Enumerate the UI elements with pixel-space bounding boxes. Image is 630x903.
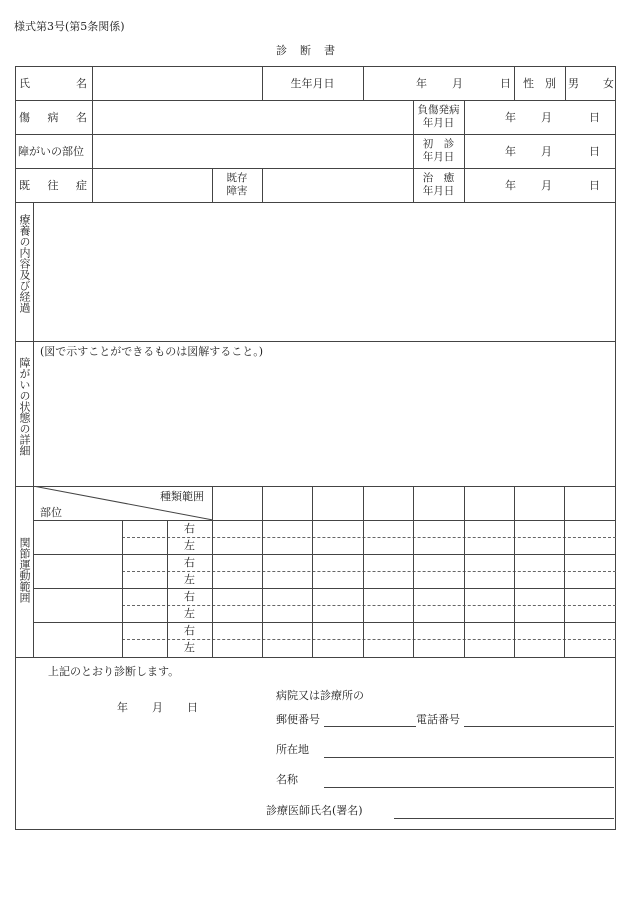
history-label-3: 症	[76, 179, 87, 192]
sex-male[interactable]: 男	[568, 77, 579, 90]
condition-field[interactable]	[35, 360, 613, 484]
postal-label: 郵便番号	[276, 713, 320, 726]
statement: 上記のとおり診断します。	[48, 665, 180, 678]
address-line[interactable]	[324, 757, 614, 758]
disease-label-3: 名	[76, 111, 87, 124]
form-number: 様式第3号(第5条関係)	[14, 20, 125, 33]
existing-disability-label-1: 既存	[226, 172, 248, 184]
healed-month: 月	[541, 179, 552, 192]
rom-left-1: 左	[184, 539, 195, 552]
history-label-2: 往	[47, 179, 59, 192]
condition-label: 障がいの状態の詳細	[18, 357, 31, 456]
healed-label-2: 年月日	[422, 185, 455, 197]
address-label: 所在地	[276, 743, 309, 756]
phone-line[interactable]	[464, 726, 614, 727]
name-label-b: 名	[76, 77, 87, 90]
sex-label: 性 別	[523, 77, 556, 90]
name-label-a: 氏	[19, 77, 30, 90]
footer-month: 月	[152, 701, 163, 714]
onset-day: 日	[589, 111, 600, 124]
history-label-1: 既	[19, 179, 30, 192]
birth-day: 日	[500, 77, 511, 90]
first-visit-month: 月	[541, 145, 552, 158]
sex-female[interactable]: 女	[603, 77, 614, 90]
healed-label-1: 治 癒	[422, 172, 455, 184]
disease-label-2: 病	[47, 111, 59, 124]
rom-right-1: 右	[184, 522, 195, 535]
treatment-field[interactable]	[35, 204, 613, 339]
site-label: 障がいの部位	[18, 145, 84, 158]
phone-label: 電話番号	[416, 713, 460, 726]
rom-right-3: 右	[184, 590, 195, 603]
facility-name-line[interactable]	[324, 787, 614, 788]
doctor-signature-label: 診療医師氏名(署名)	[266, 804, 363, 817]
first-visit-label-1: 初 診	[422, 138, 455, 150]
disease-label-1: 傷	[19, 111, 30, 124]
healed-day: 日	[589, 179, 600, 192]
form-title: 診 断 書	[276, 44, 336, 57]
footer-year: 年	[117, 701, 128, 714]
treatment-label: 療養の内容及び経過	[18, 214, 31, 313]
first-visit-day: 日	[589, 145, 600, 158]
onset-label-2: 年月日	[422, 117, 455, 129]
onset-month: 月	[541, 111, 552, 124]
condition-note: (図で示すことができるものは図解すること。)	[40, 345, 264, 358]
rom-header-type: 種類範囲	[160, 490, 204, 503]
rom-label: 関節運動範囲	[18, 537, 31, 603]
rom-header-site: 部位	[40, 506, 62, 519]
rom-left-3: 左	[184, 607, 195, 620]
existing-disability-label-2: 障害	[226, 185, 248, 197]
onset-year: 年	[505, 111, 516, 124]
rom-left-2: 左	[184, 573, 195, 586]
hospital-label: 病院又は診療所の	[276, 689, 364, 702]
doctor-signature-line[interactable]	[394, 818, 614, 819]
facility-name-label: 名称	[276, 773, 298, 786]
first-visit-label-2: 年月日	[422, 151, 455, 163]
footer-day: 日	[187, 701, 198, 714]
rom-right-2: 右	[184, 556, 195, 569]
rom-right-4: 右	[184, 624, 195, 637]
onset-label-1: 負傷発病	[417, 104, 460, 116]
birth-year: 年	[416, 77, 427, 90]
birthdate-label: 生年月日	[290, 77, 335, 90]
birth-month: 月	[452, 77, 463, 90]
healed-year: 年	[505, 179, 516, 192]
first-visit-year: 年	[505, 145, 516, 158]
rom-left-4: 左	[184, 641, 195, 654]
postal-line[interactable]	[324, 726, 416, 727]
